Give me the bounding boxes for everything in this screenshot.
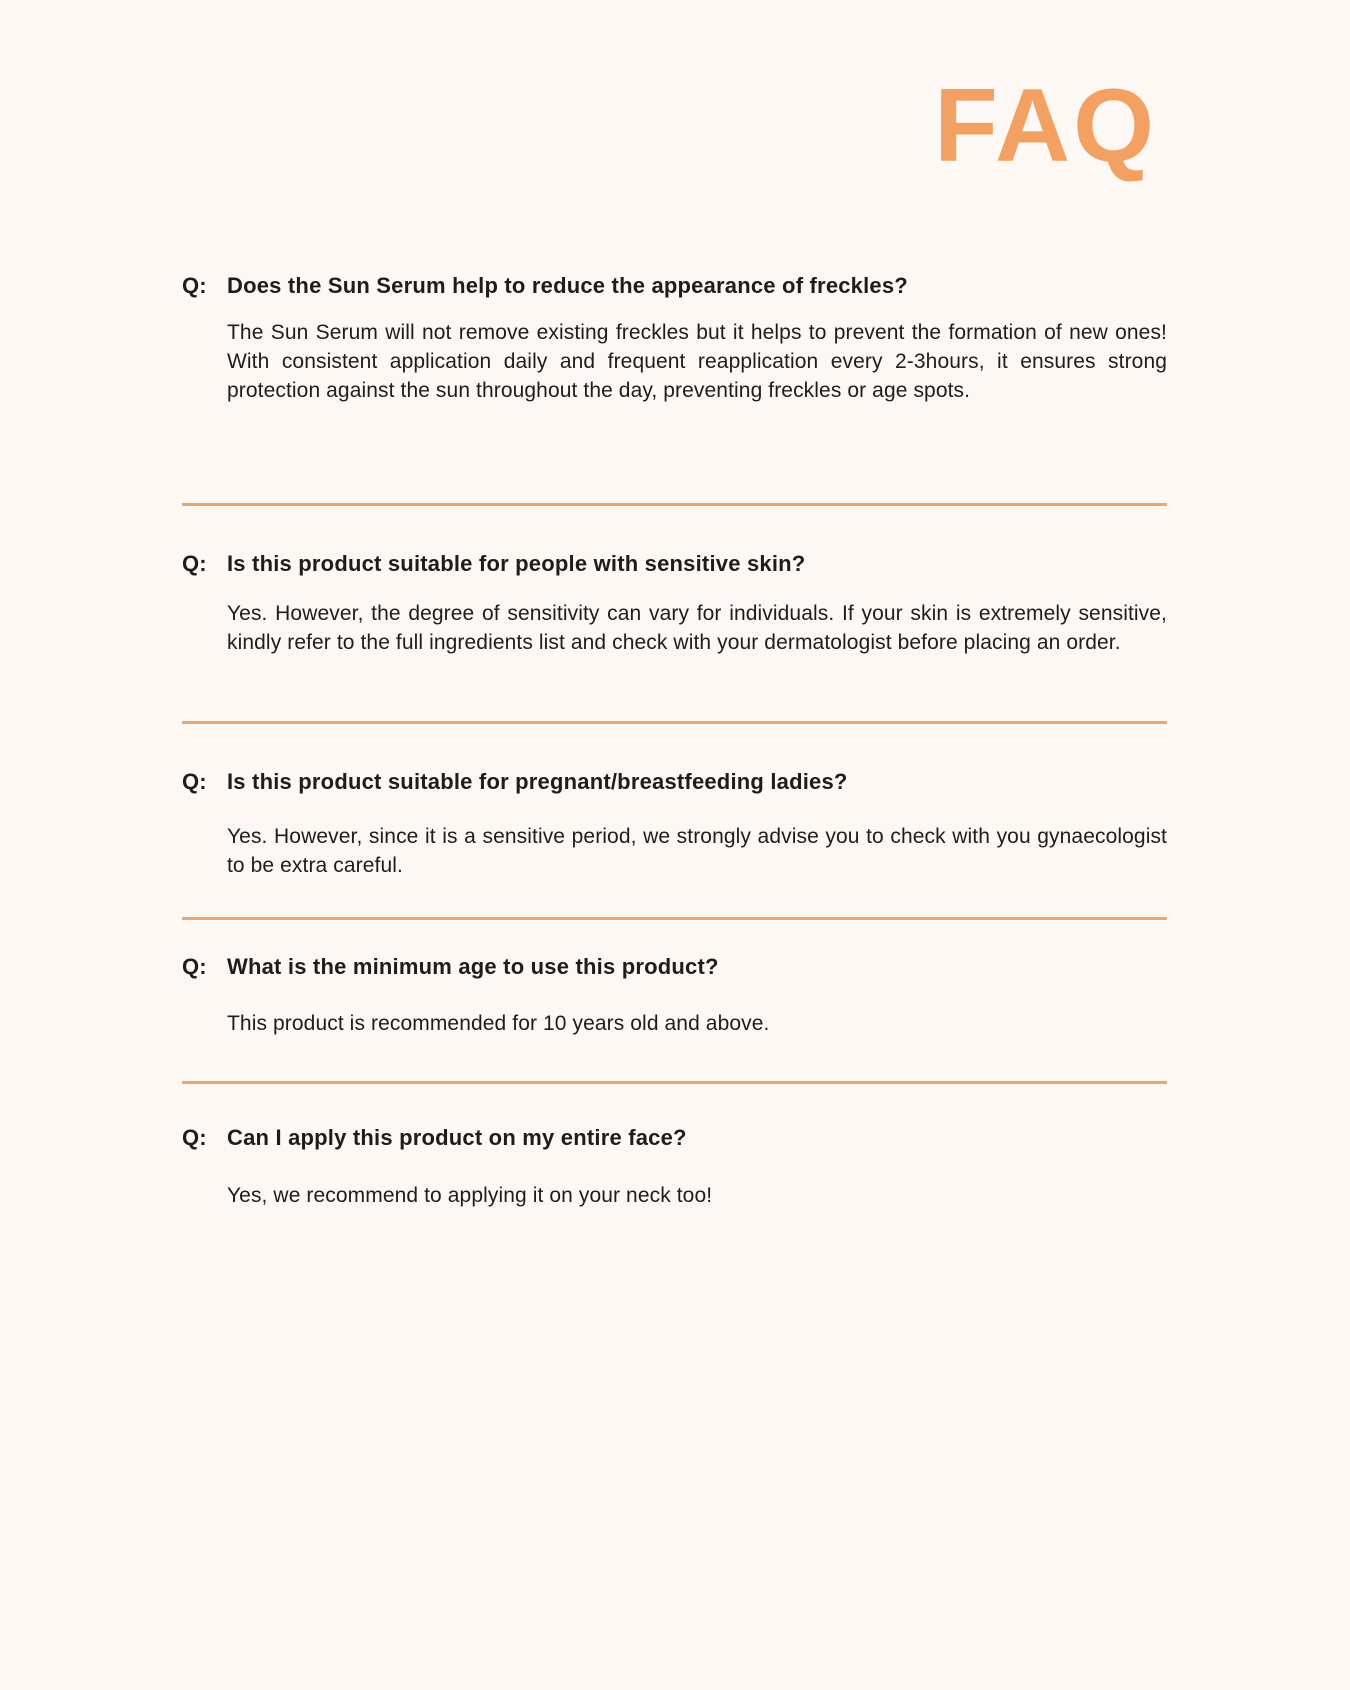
page-title: FAQ [934, 68, 1157, 184]
section-divider [182, 917, 1167, 920]
section-divider [182, 721, 1167, 724]
question-text: Is this product suitable for people with sensitive skin? [227, 551, 806, 576]
question-prefix: Q: [182, 769, 207, 794]
section-divider [182, 1081, 1167, 1084]
faq-content [182, 0, 1167, 1690]
answer-text: Yes, we recommend to applying it on your neck too! [227, 1184, 713, 1207]
answer-text: Yes. However, since it is a sensitive period, we strongly advise you to check with you gynaecologist to be extra careful. [227, 825, 1167, 877]
question-prefix: Q: [182, 273, 207, 298]
question-prefix: Q: [182, 1125, 207, 1150]
faq-question-row [182, 1124, 1167, 1151]
faq-question-row [182, 953, 1167, 980]
answer-text: The Sun Serum will not remove existing freckles but it helps to prevent the formation of new ones! With consistent application daily and frequent reapplication every 2-3hours, it ensures strong protection against the sun throughout the day, preventing freckles or age spots. [227, 321, 1167, 402]
answer-text: This product is recommended for 10 years old and above. [227, 1012, 770, 1035]
answer-text: Yes. However, the degree of sensitivity can vary for individuals. If your skin is extremely sensitive, kindly refer to the full ingredients list and check with your dermatologist before placing an order. [227, 602, 1167, 654]
faq-question-row [182, 768, 1167, 795]
faq-question-row [182, 550, 1167, 577]
question-text: Does the Sun Serum help to reduce the appearance of freckles? [227, 273, 908, 298]
question-text: What is the minimum age to use this product? [227, 954, 719, 979]
question-prefix: Q: [182, 551, 207, 576]
question-prefix: Q: [182, 954, 207, 979]
faq-question-row [182, 272, 1167, 299]
question-text: Can I apply this product on my entire face? [227, 1125, 687, 1150]
question-text: Is this product suitable for pregnant/breastfeeding ladies? [227, 769, 848, 794]
section-divider [182, 503, 1167, 506]
